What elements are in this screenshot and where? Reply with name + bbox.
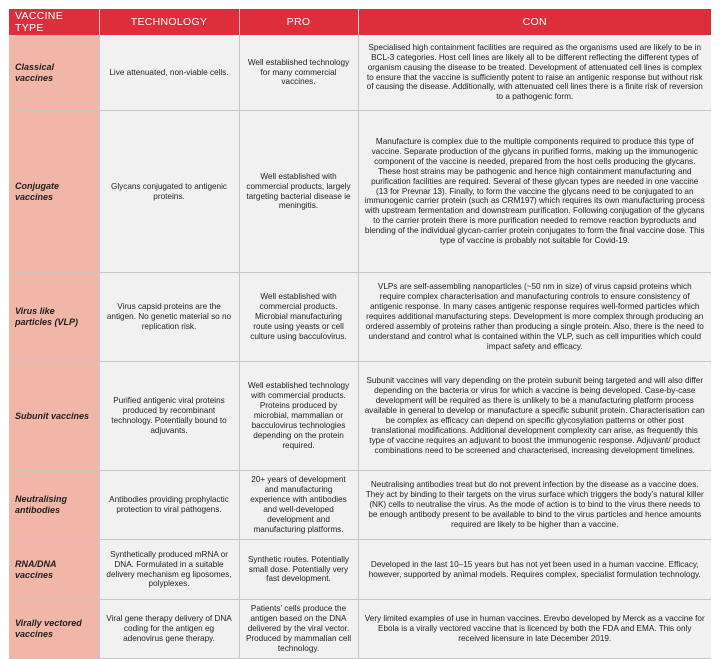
technology-cell: Synthetically produced mRNA or DNA. Formulated in a suitable delivery mechanism eg liposomes, polyplexes. bbox=[99, 540, 239, 600]
table-row bbox=[9, 362, 711, 471]
vaccine-type-cell: Neutralising antibodies bbox=[9, 471, 99, 540]
con-cell: Manufacture is complex due to the multiple components required to produce this type of vaccine. Separate production of the glycans in purified forms, making up the immunogenic component of the vaccine is needed, prepared from the host cells producing the glycans. These host strains may be pathogenic and hence high containment manufacturing and purification facilities are required. Several of these glycan types are needed in one vaccine (13 for Prevnar 13). Finally, to form the vaccine the glycans need to be conjugated to an immunogenic carrier protein (such as CRM197) which requires its own manufacturing process with upstream fermentation and downstream purification. Following conjugation of the glycans to the carrier protein there is more purification needed to remove reaction byproducts and blending of the individual glycan-carrier protein conjugates to form the final vaccine dose. This type of vaccine is probably not suitable for Covid-19. bbox=[358, 111, 711, 273]
con-cell: Very limited examples of use in human vaccines. Erevbo developed by Merck as a vaccine for Ebola is a virally vectored vaccine that is licenced by both the FDA and EMA. This only received licensure in late December 2019. bbox=[358, 600, 711, 659]
pro-cell: Well established with commercial products. Microbial manufacturing route using yeasts or cell culture using bacculovirus. bbox=[239, 273, 358, 362]
vaccine-type-cell: Classical vaccines bbox=[9, 35, 99, 111]
con-cell: Specialised high containment facilities are required as the organisms used are likely to be in BCL-3 categories. Host cell lines are likely all to be different reflecting the different types of organism causing the disease to be treated. Development of attenuated cell lines is complex to ensure that the vaccine is sufficiently potent to raise an antigenic response but without risk of causing the disease. Additionally, with attenuated cell lines there is a finite risk of reversion to a pathogenic form. bbox=[358, 35, 711, 111]
pro-cell: Well established with commercial products, largely targeting bacterial disease ie meningitis. bbox=[239, 111, 358, 273]
table-row bbox=[9, 273, 711, 362]
pro-cell: Patients’ cells produce the antigen based on the DNA delivered by the viral vector. Produced by mammalian cell technology. bbox=[239, 600, 358, 659]
vaccine-type-cell: RNA/DNA vaccines bbox=[9, 540, 99, 600]
technology-cell: Live attenuated, non-viable cells. bbox=[99, 35, 239, 111]
con-cell: Developed in the last 10–15 years but has not yet been used in a human vaccine. Efficacy, however, supported by animal models. Requires complex, specialist formulation technology. bbox=[358, 540, 711, 600]
pro-cell: 20+ years of development and manufacturing experience with antibodies and well-developed development and manufacturing platforms. bbox=[239, 471, 358, 540]
vaccine-type-cell: Virus like particles (VLP) bbox=[9, 273, 99, 362]
header-vaccine-type: VACCINE TYPE bbox=[9, 9, 99, 35]
technology-cell: Glycans conjugated to antigenic proteins. bbox=[99, 111, 239, 273]
vaccine-type-cell: Conjugate vaccines bbox=[9, 111, 99, 273]
table-row bbox=[9, 35, 711, 111]
technology-cell: Viral gene therapy delivery of DNA coding for the antigen eg adenovirus gene therapy. bbox=[99, 600, 239, 659]
pro-cell: Synthetic routes. Potentially small dose. Potentially very fast development. bbox=[239, 540, 358, 600]
technology-cell: Purified antigenic viral proteins produced by recombinant technology. Potentially bound to adjuvants. bbox=[99, 362, 239, 471]
vaccine-type-cell: Virally vectored vaccines bbox=[9, 600, 99, 659]
technology-cell: Antibodies providing prophylactic protection to viral pathogens. bbox=[99, 471, 239, 540]
header-con: CON bbox=[358, 9, 711, 35]
vaccine-comparison-table bbox=[9, 9, 711, 659]
technology-cell: Virus capsid proteins are the antigen. No genetic material so no replication risk. bbox=[99, 273, 239, 362]
header-pro: PRO bbox=[239, 9, 358, 35]
con-cell: Subunit vaccines will vary depending on the protein subunit being targeted and will also differ depending on the bacteria or virus for which a vaccine is being developed. Case-by-case development will be required as there is unlikely to be a manufacturing platform process available in general to develop or manufacture a specific subunit protein. Characterisation can be complex as efficacy can depend on specific glycosylation patterns or other post translational modifications. Additional development complexity can arise, as frequently this type of vaccine requires an adjuvant to boost the immunogenic response. Adjuvant/ product combinations need to be screened and characterised, increasing development timelines. bbox=[358, 362, 711, 471]
pro-cell: Well established technology for many commercial vaccines. bbox=[239, 35, 358, 111]
pro-cell: Well established technology with commercial products. Proteins produced by microbial, mammalian or bacculovirus technologies depending on the protein required. bbox=[239, 362, 358, 471]
con-cell: Neutralising antibodies treat but do not prevent infection by the disease as a vaccine does. They act by binding to their targets on the virus surface which triggers the body’s natural killer (NK) cells to neutralise the virus. As the mode of action is to bind to the virus there needs to be enough antibody present to be available to bind to the virus particles and hence amounts required are likely to be higher than a vaccine. bbox=[358, 471, 711, 540]
con-cell: VLPs are self-assembling nanoparticles (~50 nm in size) of virus capsid proteins which require complex characterisation and manufacturing controls to ensure consistency of antigenic response. In many cases antigenic response requires well-formed particles which requires additional manufacturing steps. Development is more complex through producing an ordered assembly of proteins rather than producing a single protein. Also, there is the need to understand and control what is contained within the VLP, such as cell impurities which could impact safety and efficacy. bbox=[358, 273, 711, 362]
header-row bbox=[9, 9, 711, 35]
vaccine-type-cell: Subunit vaccines bbox=[9, 362, 99, 471]
table-row bbox=[9, 600, 711, 659]
header-technology: TECHNOLOGY bbox=[99, 9, 239, 35]
table-row bbox=[9, 471, 711, 540]
table-row bbox=[9, 540, 711, 600]
table-row bbox=[9, 111, 711, 273]
